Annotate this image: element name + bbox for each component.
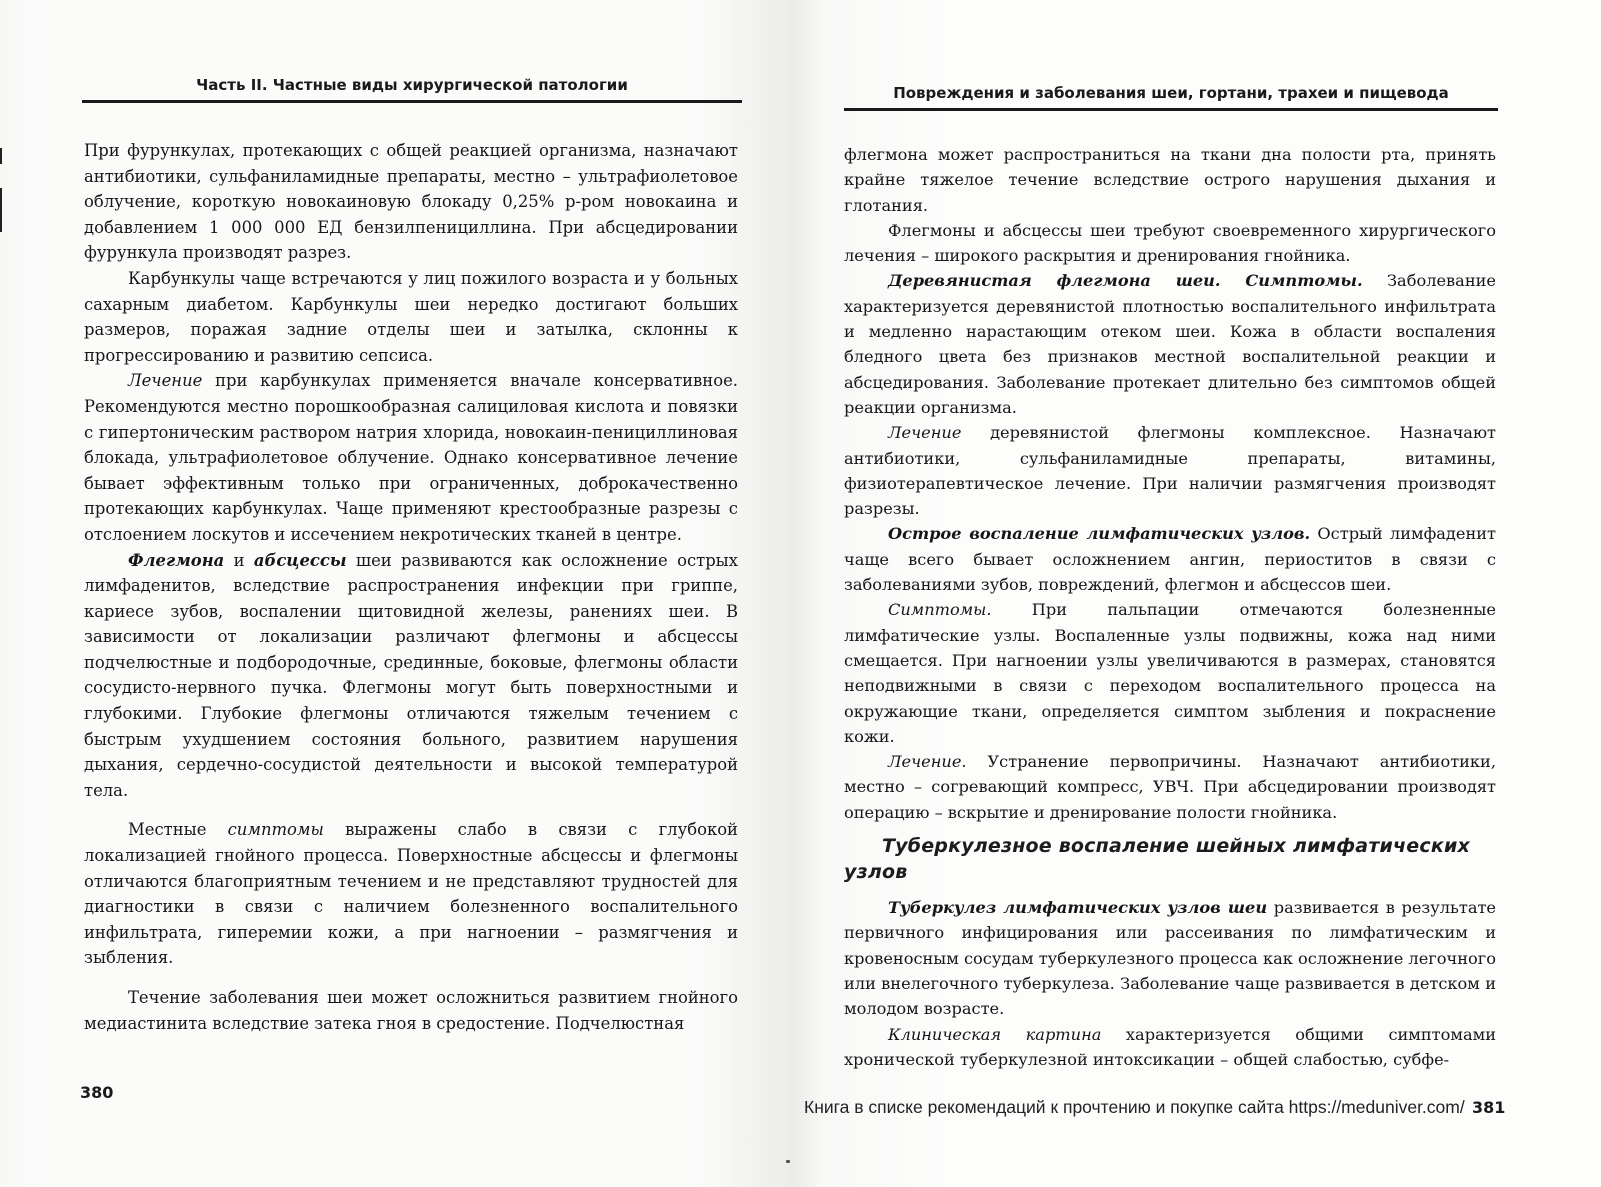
emphasis-term: Симптомы. bbox=[888, 600, 992, 620]
page-edge-mark bbox=[0, 188, 2, 232]
paragraph: Флегмоны и абсцессы шеи требуют своевременного хирургического лечения – широкого раскрытия и дренирования гнойника. bbox=[844, 220, 1496, 266]
page-number-right: 381 bbox=[1472, 1098, 1506, 1117]
page-number-left: 380 bbox=[80, 1083, 114, 1102]
paragraph: Местные симптомы выражены слабо в связи с глубокой локализацией гнойного процесса. Поверхностные абсцессы и флегмоны отличаются благоприятным течением и не представляют трудностей для диагностики в связи с наличием болезненного воспалительного инфильтрата, гиперемии кожи, а при нагноении – размягчения и зыбления. bbox=[84, 820, 738, 968]
bold-term: Острое воспаление лимфатических узлов. bbox=[888, 524, 1311, 544]
running-head-right: Повреждения и заболевания шеи, гортани, трахеи и пищевода bbox=[893, 84, 1449, 102]
header-rule-left bbox=[82, 100, 742, 103]
paragraph: флегмона может распространиться на ткани дна полости рта, принять крайне тяжелое течение вследствие острого нарушения дыхания и глотания. bbox=[844, 145, 1496, 215]
running-head-left: Часть II. Частные виды хирургической патологии bbox=[196, 76, 628, 94]
left-page-body bbox=[84, 138, 738, 1036]
emphasis-term: Лечение. bbox=[888, 752, 967, 772]
right-page-body bbox=[844, 142, 1496, 1072]
paragraph: Лечение. Устранение первопричины. Назначают антибиотики, местно – согревающий компресс, УВЧ. При абсцедировании производят операцию – вскрытие и дренирование полости гнойника. bbox=[844, 752, 1496, 822]
emphasis-term: Лечение bbox=[888, 423, 962, 443]
paragraph: Деревянистая флегмона шеи. Симптомы. Заболевание характеризуется деревянистой плотностью воспалительного инфильтрата и медленно нарастающим отеком шеи. Кожа в области воспаления бледного цвета без признаков местной воспалительной реакции и абсцедирования. Заболевание протекает длительно без симптомов общей реакции организма. bbox=[844, 271, 1496, 417]
site-watermark: Книга в списке рекомендаций к прочтению и покупке сайта https://meduniver.com/ bbox=[804, 1097, 1465, 1117]
paragraph: Лечение при карбункулах применяется вначале консервативное. Рекомендуются местно порошкообразная салициловая кислота и повязки с гипертоническим раствором натрия хлорида, новокаин-пенициллиновая блокада, ультрафиолетовое облучение. Однако консервативное лечение бывает эффективным только при ограниченных, доброкачественно протекающих карбункулах. Чаще применяют крестообразные разрезы с отслоением лоскутов и иссечением некротических тканей в центре. bbox=[84, 371, 738, 544]
bold-term: Флегмона bbox=[128, 550, 225, 570]
paragraph: Острое воспаление лимфатических узлов. Острый лимфаденит чаще всего бывает осложнением ангин, периоститов в связи с заболеваниями зубов, повреждений, флегмон и абсцессов шеи. bbox=[844, 524, 1497, 595]
header-rule-right bbox=[844, 108, 1498, 111]
paragraph: Флегмона и абсцессы шеи развиваются как осложнение острых лимфаденитов, вследствие распространения инфекции при гриппе, кариесе зубов, воспалении щитовидной железы, ранениях шеи. В зависимости от локализации различают флегмоны и абсцессы подчелюстные и подбородочные, срединные, боковые, флегмоны области сосудисто-нервного пучка. Флегмоны могут быть поверхностными и глубокими. Глубокие флегмоны отличаются тяжелым течением с быстрым ухудшением состояния больного, развитием нарушения дыхания, сердечно-сосудистой деятельности и высокой температурой тела. bbox=[84, 550, 738, 800]
paragraph: Туберкулез лимфатических узлов шеи развивается в результате первичного инфицирования или рассеивания по лимфатическим и кровеносным сосудам туберкулезного процесса как осложнение легочного или внелегочного туберкулеза. Заболевание чаще развивается в детском и молодом возрасте. bbox=[844, 898, 1497, 1019]
bold-term: абсцессы bbox=[253, 550, 347, 570]
paragraph: Течение заболевания шеи может осложниться развитием гнойного медиастинита вследствие затека гноя в средостение. Подчелюстная bbox=[84, 988, 738, 1033]
scan-speck bbox=[786, 1160, 790, 1163]
emphasis-term: Клиническая картина bbox=[888, 1024, 1102, 1044]
paragraph: Лечение деревянистой флегмоны комплексное. Назначают антибиотики, сульфаниламидные препараты, витамины, физиотерапевтическое лечение. При наличии размягчения производят разрезы. bbox=[844, 423, 1496, 519]
bold-term: Туберкулез лимфатических узлов шеи bbox=[888, 898, 1268, 918]
paragraph: Симптомы. При пальпации отмечаются болезненные лимфатические узлы. Воспаленные узлы подвижны, кожа над ними смещается. При нагноении узлы увеличиваются в размерах, становятся неподвижными в связи с переходом воспалительного процесса на окружающие ткани, определяется симптом зыбления и покраснение кожи. bbox=[844, 600, 1496, 746]
bold-term: Деревянистая флегмона шеи. Симптомы. bbox=[888, 271, 1363, 291]
paragraph: Карбункулы чаще встречаются у лиц пожилого возраста и у больных сахарным диабетом. Карбункулы шеи нередко достигают больших размеров, поражая задние отделы шеи и затылка, склонны к прогрессированию и развитию сепсиса. bbox=[84, 268, 738, 365]
emphasis-term: симптомы bbox=[227, 820, 324, 840]
right-page bbox=[790, 0, 1601, 1187]
section-title: Туберкулезное воспаление шейных лимфатических узлов bbox=[844, 835, 1470, 884]
page-edge-mark bbox=[0, 148, 2, 164]
paragraph: При фурункулах, протекающих с общей реакцией организма, назначают антибиотики, сульфаниламидные препараты, местно – ультрафиолетовое облучение, короткую новокаиновую блокаду 0,25% р-ром новокаина и добавлением 1 000 000 ЕД бензилпенициллина. При абсцедировании фурункула производят разрез. bbox=[84, 141, 738, 263]
emphasis-term: Лечение bbox=[128, 371, 203, 391]
left-page bbox=[0, 0, 790, 1187]
paragraph: Клиническая картина характеризуется общими симптомами хронической туберкулезной интоксикации – общей слабостью, субфе- bbox=[844, 1024, 1497, 1069]
